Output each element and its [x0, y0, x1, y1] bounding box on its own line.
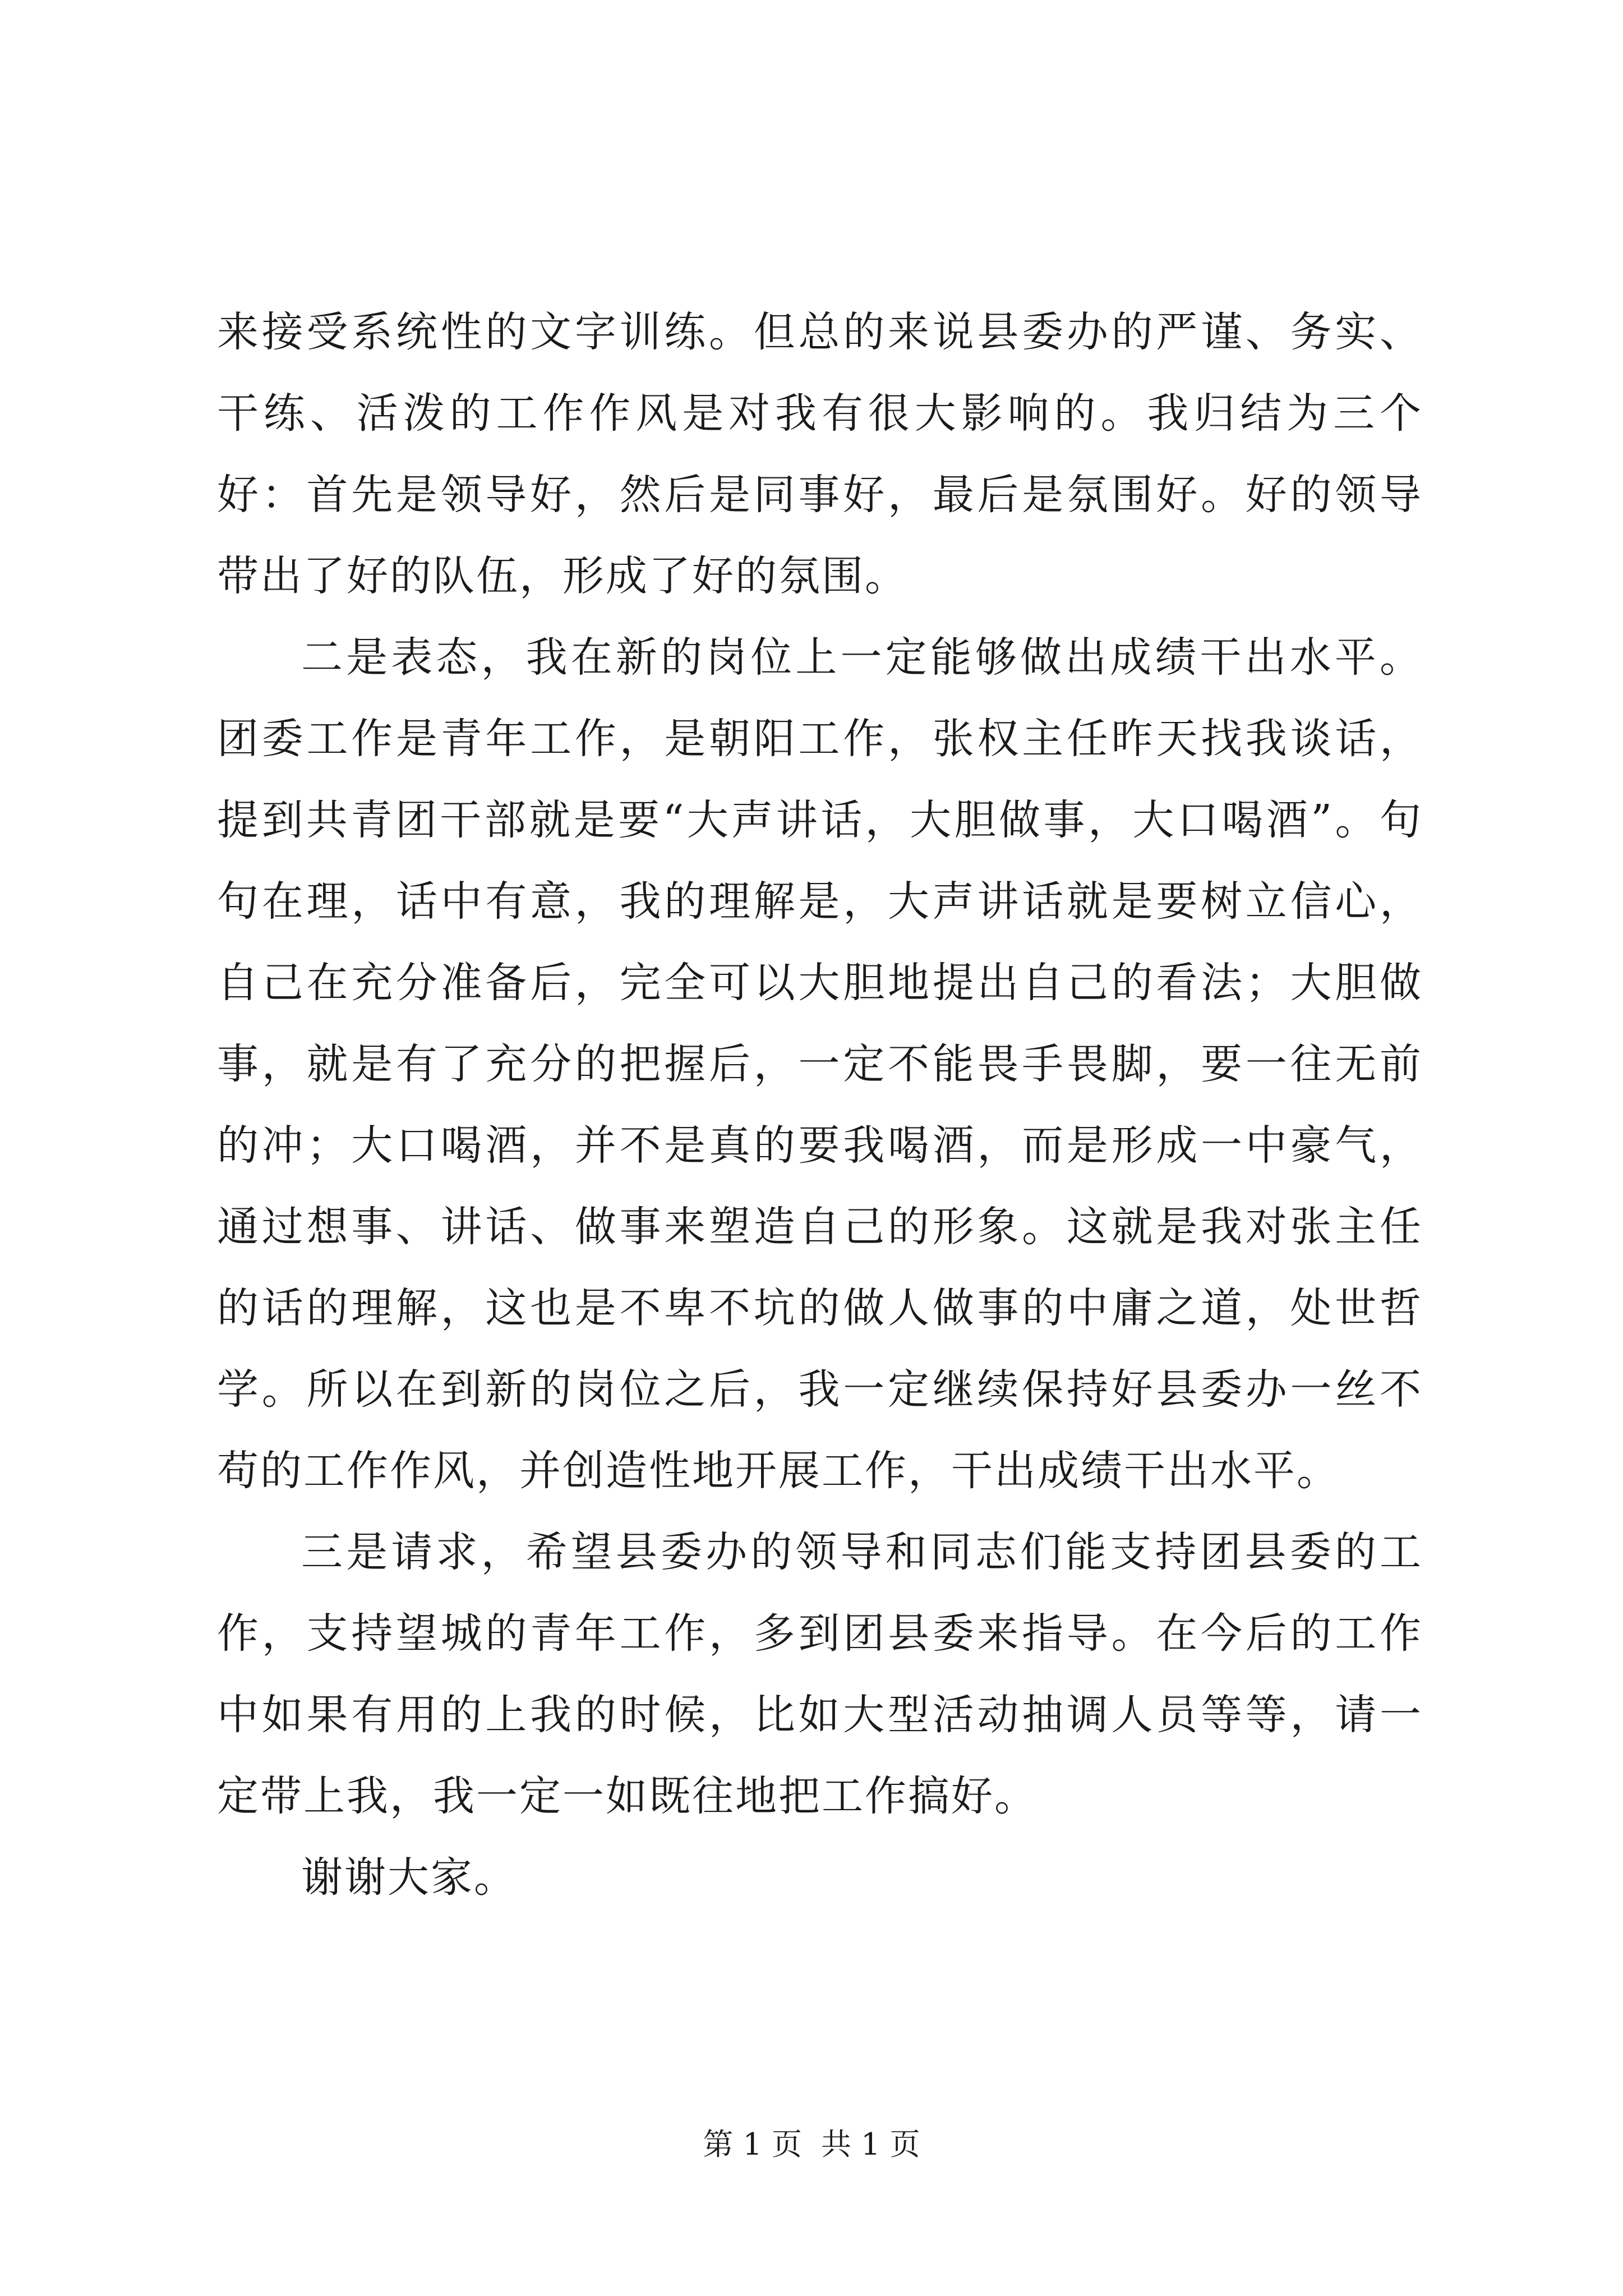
paragraph-commitment: 二是表态，我在新的岗位上一定能够做出成绩干出水平。团委工作是青年工作，是朝阳工作，张权主任昨天找我谈话，提到共青团干部就是要“大声讲话，大胆做事，大口喝酒”。句句在理，话中有意，我的理解是，大声讲话就是要树立信心，自己在充分准备后，完全可以大胆地提出自己的看法；大胆做事，就是有了充分的把握后，一定不能畏手畏脚，要一往无前的冲；大口喝酒，并不是真的要我喝酒，而是形成一中豪气，通过想事、讲话、做事来塑造自己的形象。这就是我对张主任的话的理解，这也是不卑不坑的做人做事的中庸之道，处世哲学。所以在到新的岗位之后，我一定继续保持好县委办一丝不苟的工作作风，并创造性地开展工作，干出成绩干出水平。	[217, 633, 1423, 1495]
page-number-total: 共 1 页	[821, 2127, 920, 2162]
paragraph-continuation: 来接受系统性的文字训练。但总的来说县委办的严谨、务实、干练、活泼的工作作风是对我有很大影响的。我归结为三个好：首先是领导好，然后是同事好，最后是氛围好。好的领导带出了好的队伍，形成了好的氛围。	[217, 308, 1423, 600]
paragraph-thanks: 谢谢大家。	[301, 1853, 517, 1902]
page-number-current: 第 1 页	[703, 2127, 802, 2162]
page-footer	[0, 2125, 1623, 2164]
document-body	[217, 292, 1423, 1918]
paragraph-request: 三是请求，希望县委办的领导和同志们能支持团县委的工作，支持望城的青年工作，多到团县委来指导。在今后的工作中如果有用的上我的时候，比如大型活动抽调人员等等，请一定带上我，我一定一如既往地把工作搞好。	[217, 1528, 1423, 1820]
